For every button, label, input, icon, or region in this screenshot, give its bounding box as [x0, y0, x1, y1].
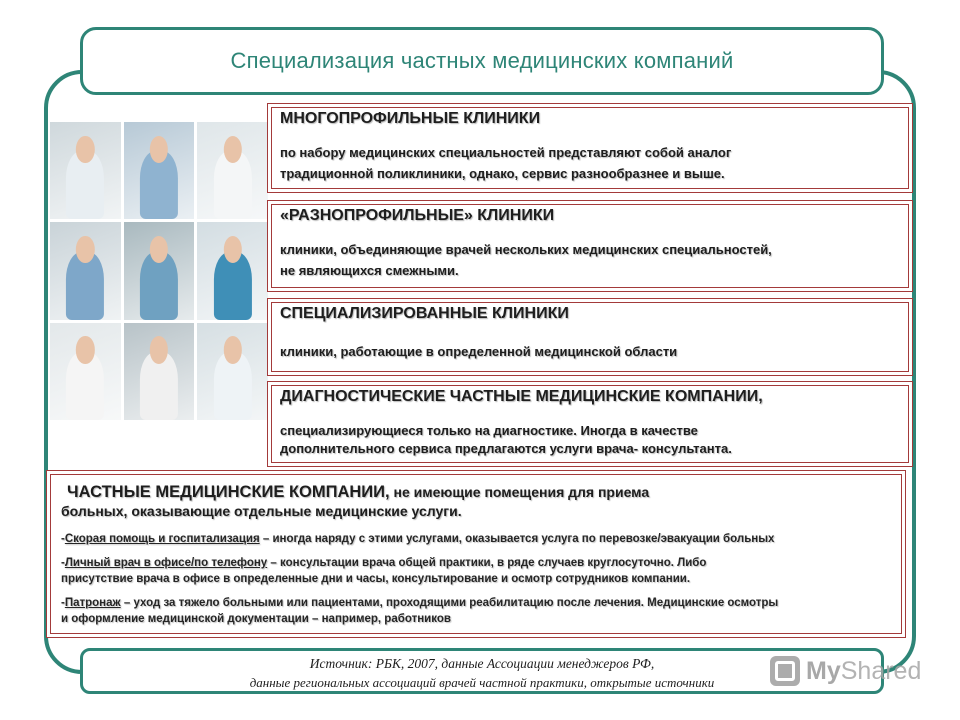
medical-staff-photo [124, 222, 195, 319]
bottom-heading-rest: не имеющие помещения для приема [389, 484, 650, 500]
service-item-ambulance: -Скорая помощь и госпитализация – иногда наряду с этими услугами, оказывается услуга по перевозке/эвакуации больных [61, 533, 775, 545]
service-item-patronage: -Патронаж – уход за тяжело больными или пациентами, проходящими реабилитацию после лечения. Медицинские осмотры и оформление медицинской документации – например, работников [61, 597, 779, 625]
service-name: Скорая помощь и госпитализация [64, 533, 260, 545]
medical-staff-photo [197, 323, 268, 420]
card-diverse-profile [267, 200, 913, 292]
card-text-line: клиники, объединяющие врачей нескольких медицинских специальностей, [280, 242, 772, 257]
source-line: Источник: РБК, 2007, данные Ассоциации менеджеров РФ, [309, 656, 655, 671]
service-name: Личный врач в офисе/по телефону [64, 557, 268, 569]
card-text-line: дополнительного сервиса предлагаются услуги врача- консультанта. [280, 441, 732, 456]
card-title: МНОГОПРОФИЛЬНЫЕ КЛИНИКИ [280, 110, 541, 127]
photo-collage [50, 122, 268, 420]
bottom-heading-rest: больных, оказывающие отдельные медицинские услуги. [61, 503, 462, 519]
card-multiprofile [267, 103, 913, 193]
card-text-line: традиционной поликлиники, однако, сервис разнообразнее и выше. [280, 166, 725, 181]
slide-title: Специализация частных медицинских компаний [230, 48, 734, 73]
card-text-line: специализирующиеся только на диагностике. Иногда в качестве [280, 423, 698, 438]
slide-title-box [80, 27, 884, 95]
medical-staff-photo [124, 122, 195, 219]
myshared-logo-icon [770, 656, 800, 686]
card-title: ДИАГНОСТИЧЕСКИЕ ЧАСТНЫЕ МЕДИЦИНСКИЕ КОМПАНИИ, [280, 388, 763, 405]
service-name: Патронаж [64, 597, 121, 609]
card-text-line: не являющихся смежными. [280, 263, 459, 278]
medical-staff-photo [197, 222, 268, 319]
card-no-premises [46, 470, 906, 638]
source-box [80, 648, 884, 694]
medical-staff-photo [50, 323, 121, 420]
bottom-heading-lead: ЧАСТНЫЕ МЕДИЦИНСКИЕ КОМПАНИИ, [67, 483, 390, 501]
source-line: данные региональных ассоциаций врачей частной практики, открытые источники [249, 675, 715, 690]
card-specialized [267, 298, 913, 376]
medical-staff-photo [50, 222, 121, 319]
card-title: СПЕЦИАЛИЗИРОВАННЫЕ КЛИНИКИ [280, 305, 569, 322]
card-title: «РАЗНОПРОФИЛЬНЫЕ» КЛИНИКИ [280, 207, 555, 224]
medical-staff-photo [197, 122, 268, 219]
medical-staff-photo [50, 122, 121, 219]
service-item-personal-doctor: -Личный врач в офисе/по телефону – консультации врача общей практики, в ряде случаев круглосуточно. Либо присутствие врача в офисе в определенные дни и часы, консультирование и осмотр сотрудников компании. [61, 557, 707, 585]
myshared-watermark: MyShared [770, 654, 930, 688]
card-diagnostic [267, 381, 913, 467]
medical-staff-photo [124, 323, 195, 420]
card-text-line: клиники, работающие в определенной медицинской области [280, 344, 678, 359]
bottom-heading [61, 483, 891, 521]
card-text-line: по набору медицинских специальностей представляют собой аналог [280, 145, 732, 160]
